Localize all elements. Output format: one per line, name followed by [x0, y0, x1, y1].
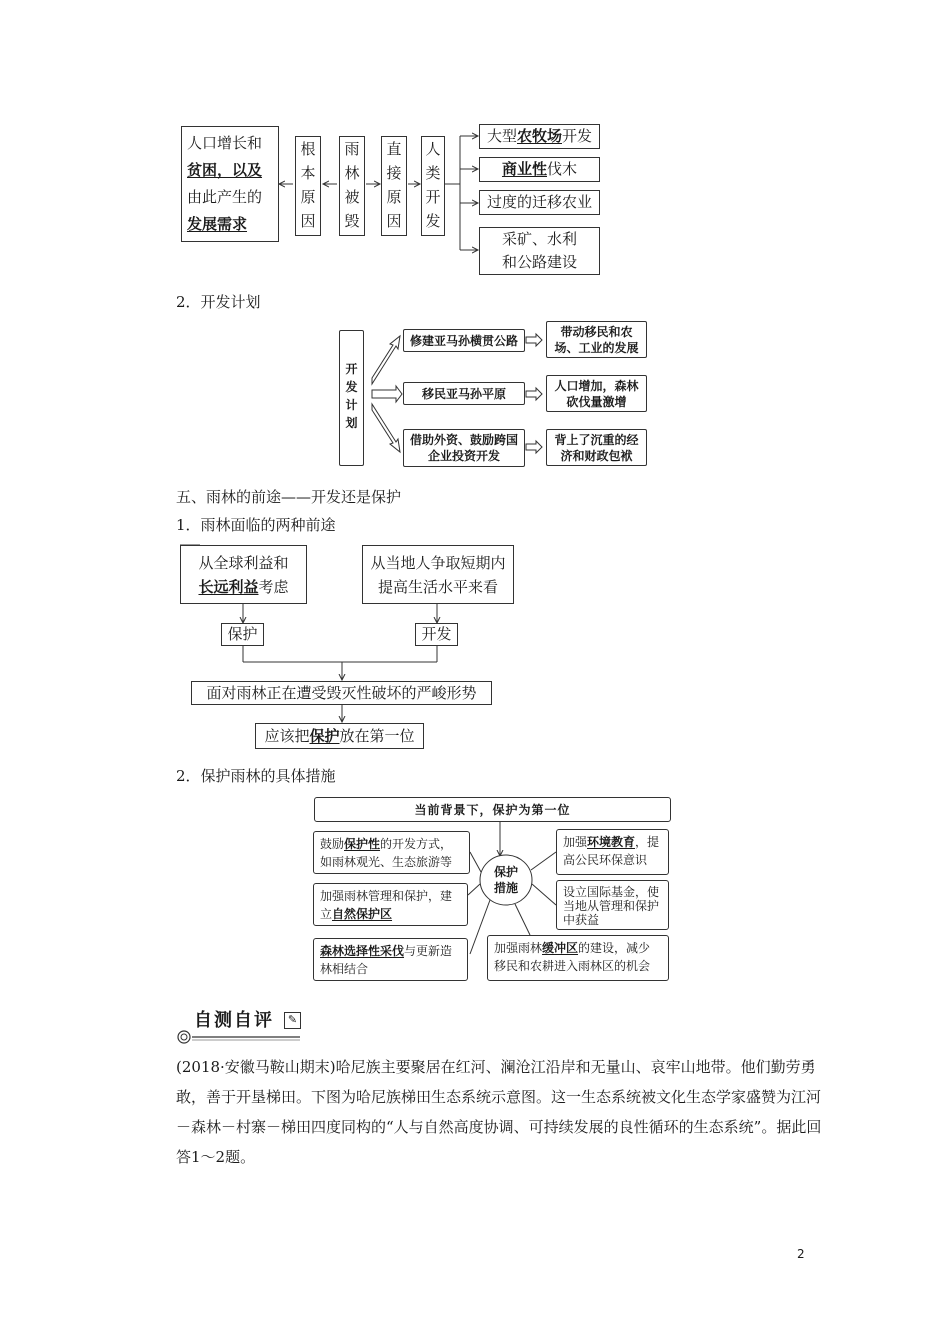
mining-water-road-box	[479, 227, 600, 275]
left-box-line: 由此产生的	[187, 188, 263, 206]
local-line: 提高生活水平来看	[377, 578, 498, 596]
left-box-line: 人口增长和	[187, 134, 263, 152]
item-text: 大型农牧场开发	[486, 127, 593, 145]
farm-development-box	[479, 124, 600, 149]
migration-agriculture-box: 过度的迁移农业	[479, 190, 600, 215]
direct-cause-column: 直 接 原 因	[381, 136, 407, 236]
measure-environmental-education: 加强环境教育，提高公民环保意识	[556, 829, 669, 875]
self-test-title: 自测自评	[194, 1010, 274, 1031]
develop-box: 开发	[415, 623, 458, 646]
section-two-futures-title: 1．雨林面临的两种前途	[176, 516, 336, 534]
center-label: 保护 措施	[493, 865, 518, 895]
item-text: 商业性伐木	[501, 160, 578, 178]
section-future-title: 五、雨林的前途——开发还是保护	[176, 488, 402, 506]
rainforest-destroyed-column: 雨 林 被 毁	[339, 136, 365, 236]
plan-label: 开 发 计 划	[339, 330, 364, 466]
global-line: 从全球利益和	[198, 554, 289, 572]
result-migration-industry: 带动移民和农场、工业的发展	[546, 321, 647, 358]
global-interest-box	[180, 545, 307, 604]
left-box-line: 贫困，以及	[187, 161, 263, 179]
measure-nature-reserve: 加强雨林管理和保护，建立自然保护区	[313, 883, 468, 926]
conclusion-text: 应该把	[264, 727, 310, 745]
mining-line: 采矿、水利	[501, 230, 577, 248]
global-line: 长远利益考虑	[198, 578, 289, 596]
section-measures-title: 2．保护雨林的具体措施	[176, 767, 336, 785]
result-deforestation: 人口增加，森林砍伐量激增	[546, 375, 647, 412]
conclusion-keyword: 保护	[309, 727, 340, 745]
plan-migration: 移民亚马孙平原	[403, 382, 525, 405]
measure-selective-logging: 森林选择性采伐与更新造林相结合	[313, 938, 468, 981]
plan-highway: 修建亚马孙横贯公路	[403, 329, 525, 352]
left-box-line: 发展需求	[187, 215, 248, 233]
commercial-logging-box	[479, 157, 600, 182]
measure-buffer-zone: 加强雨林缓冲区的建设，减少移民和农耕进入雨林区的机会	[487, 935, 669, 981]
pen-icon: ✎	[284, 1012, 301, 1029]
plan-foreign-investment: 借助外资、鼓励跨国企业投资开发	[403, 429, 525, 467]
priority-protection-box: 当前背景下，保护为第一位	[314, 797, 671, 822]
local-line: 从当地人争取短期内	[370, 554, 506, 572]
protection-first-box	[255, 723, 424, 749]
human-development-column: 人 类 开 发	[421, 136, 445, 236]
protect-box: 保护	[221, 623, 264, 646]
section-development-plan-title: 2．开发计划	[176, 293, 261, 311]
measure-international-fund: 设立国际基金，使当地从管理和保护中获益	[556, 880, 669, 930]
root-cause-column: 根 本 原 因	[295, 136, 321, 236]
population-poverty-box	[181, 126, 279, 242]
page-number: 2	[797, 1247, 805, 1261]
question-paragraph: (2018·安徽马鞍山期末)哈尼族主要聚居在红河、澜沧江沿岸和无量山、哀牢山地带。他们勤劳勇敢，善于开垦梯田。下图为哈尼族梯田生态系统示意图。这一生态系统被文化生态学家盛赞为江河－森林－村寨－梯田四度同构的“人与自然高度协调、可持续发展的良性循环的生态系统”。据此回答1～2题。	[176, 1058, 822, 1166]
road-line: 和公路建设	[501, 253, 577, 271]
result-financial-burden: 背上了沉重的经济和财政包袱	[546, 429, 647, 466]
local-interest-box	[362, 545, 514, 604]
conclusion-text: 放在第一位	[339, 727, 415, 745]
severe-situation-box: 面对雨林正在遭受毁灭性破坏的严峻形势	[191, 681, 492, 705]
measure-protective-development: 鼓励保护性的开发方式，如雨林观光、生态旅游等	[313, 831, 470, 874]
